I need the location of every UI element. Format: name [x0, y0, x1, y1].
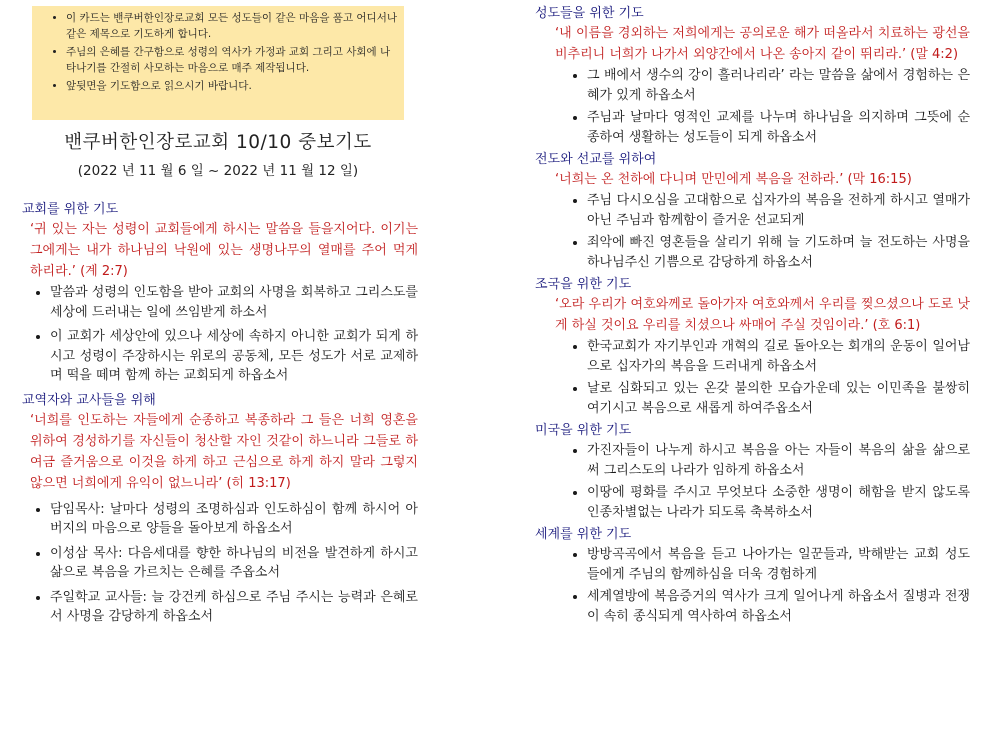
prayer-list	[535, 66, 970, 147]
prayer-item: • 죄악에 빠진 영혼들을 살리기 위해 늘 기도하며 늘 전도하는 사명을 하나님주신 기쁨으로 감당하게 하옵소서	[587, 233, 970, 272]
section-heading: 전도와 선교를 위하여	[535, 152, 657, 167]
prayer-list	[535, 441, 970, 522]
section-verse: ‘귀 있는 자는 성령이 교회들에게 하시는 말씀을 들을지어다. 이기는 그에게는 내가 하나님의 낙원에 있는 생명나무의 열매를 주어 먹게 하리라.’ (계 2:7)	[30, 222, 418, 279]
section-heading: 조국을 위한 기도	[535, 277, 632, 292]
section-heading: 세계를 위한 기도	[535, 527, 632, 542]
section-korea	[535, 275, 970, 418]
prayer-list	[22, 500, 418, 627]
prayer-item: • 한국교회가 자기부인과 개혁의 길로 돌아오는 회개의 운동이 일어남으로 십자가의 복음을 드러내게 하옵소서	[587, 337, 970, 376]
section-ministers	[22, 391, 418, 627]
notice-list	[46, 10, 398, 94]
section-saints	[535, 4, 970, 147]
section-heading: 교역자와 교사들을 위해	[22, 392, 156, 408]
prayer-item: • 이성삼 목사: 다음세대를 향한 하나님의 비전을 발견하게 하시고 삶으로 복음을 가르치는 은혜를 주옵소서	[50, 544, 418, 583]
prayer-item: • 그 배에서 생수의 강이 흘러나리라’ 라는 말씀을 삶에서 경험하는 은혜가 있게 하옵소서	[587, 66, 970, 105]
section-heading: 미국을 위한 기도	[535, 423, 632, 438]
prayer-list	[535, 191, 970, 272]
prayer-item: • 이 교회가 세상안에 있으나 세상에 속하지 아니한 교회가 되게 하시고 성령이 주장하시는 위로의 공동체, 모든 성도가 서로 교제하며 떡을 떼며 함께 하는 교회되게 하옵소서	[50, 327, 418, 386]
prayer-item: • 주님과 날마다 영적인 교제를 나누며 하나님을 의지하며 그뜻에 순종하여 생활하는 성도들이 되게 하옵소서	[587, 108, 970, 147]
prayer-item: • 말씀과 성령의 인도함을 받아 교회의 사명을 회복하고 그리스도를 세상에 드러내는 일에 쓰임받게 하소서	[50, 283, 418, 322]
prayer-item: • 날로 심화되고 있는 온갖 불의한 모습가운데 있는 이민족을 불쌍히 여기시고 복음으로 새롭게 하여주옵소서	[587, 379, 970, 418]
prayer-item: • 세계열방에 복음증거의 역사가 크게 일어나게 하옵소서 질병과 전쟁이 속히 종식되게 역사하여 하옵소서	[587, 587, 970, 626]
section-verse: ‘너희는 온 천하에 다니며 만민에게 복음을 전하라.’ (막 16:15)	[555, 172, 912, 187]
notice-box	[32, 6, 404, 120]
page-title: 밴쿠버한인장로교회 10/10 중보기도	[64, 132, 372, 153]
notice-item: • 주님의 은혜를 간구함으로 성령의 역사가 가정과 교회 그리고 사회에 나타나기를 간절히 사모하는 마음으로 매주 제작됩니다.	[66, 44, 398, 76]
prayer-item: • 가진자들이 나누게 하시고 복음을 아는 자들이 복음의 삶을 삶으로써 그리스도의 나라가 임하게 하옵소서	[587, 441, 970, 480]
section-heading: 교회를 위한 기도	[22, 202, 119, 217]
notice-item: • 이 카드는 밴쿠버한인장로교회 모든 성도들이 같은 마음을 품고 어디서나 같은 제목으로 기도하게 합니다.	[66, 10, 398, 42]
prayer-item: • 담임목사: 날마다 성령의 조명하심과 인도하심이 함께 하시어 아버지의 마음으로 양들을 돌아보게 하옵소서	[50, 500, 418, 539]
prayer-list	[22, 283, 418, 386]
section-verse: ‘오라 우리가 여호와께로 돌아가자 여호와께서 우리를 찢으셨으나 도로 낫게 하실 것이요 우리를 치셨으나 싸매어 주실 것임이라.’ (호 6:1)	[555, 297, 970, 333]
section-usa	[535, 421, 970, 522]
notice-item: • 앞뒷면을 기도함으로 읽으시기 바랍니다.	[66, 78, 398, 94]
date-range: (2022 년 11 월 6 일 ~ 2022 년 11 월 12 일)	[77, 163, 359, 179]
prayer-item: • 주일학교 교사들: 늘 강건케 하심으로 주님 주시는 능력과 은혜로서 사명을 감당하게 하옵소서	[50, 588, 418, 627]
prayer-list	[535, 337, 970, 418]
section-heading: 성도들을 위한 기도	[535, 6, 644, 21]
right-column	[535, 4, 970, 629]
prayer-list	[535, 545, 970, 626]
prayer-item: • 방방곡곡에서 복음을 듣고 나아가는 일꾼들과, 박해받는 교회 성도들에게 주님의 함께하심을 더욱 경험하게	[587, 545, 970, 584]
section-verse: ‘너희를 인도하는 자들에게 순종하고 복종하라 그 들은 너희 영혼을 위하여 경성하기를 자신들이 청산할 자인 것같이 하느니라 그들로 하여금 즐거움으로 이것을 하게 하고 근심으로 하게 하지 말라 그렇지 않으면 너희에게 유익이 없느니라’ (히 13:17)	[30, 412, 418, 491]
prayer-item: • 주님 다시오심을 고대함으로 십자가의 복음을 전하게 하시고 열매가 아닌 주님과 함께함이 즐거운 선교되게	[587, 191, 970, 230]
prayer-item: • 이땅에 평화를 주시고 무엇보다 소중한 생명이 해함을 받지 않도록 인종차별없는 나라가 되도록 축복하소서	[587, 483, 970, 522]
section-church	[22, 200, 418, 386]
left-column	[22, 200, 418, 632]
section-verse: ‘내 이름을 경외하는 저희에게는 공의로운 해가 떠올라서 치료하는 광선을 비추리니 너희가 나가서 외양간에서 나온 송아지 같이 뛰리라.’ (말 4:2)	[555, 26, 970, 62]
section-mission	[535, 150, 970, 272]
section-world	[535, 525, 970, 626]
